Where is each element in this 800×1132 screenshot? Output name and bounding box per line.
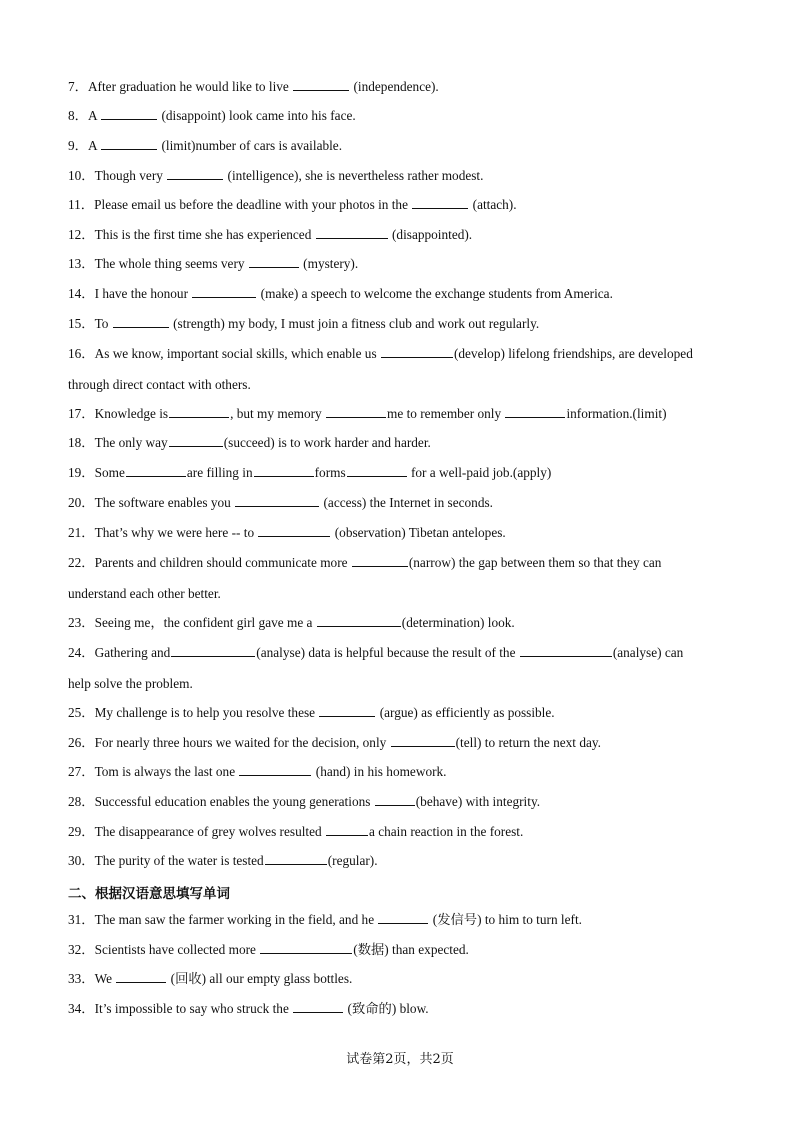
question-text: (develop) lifelong friendships, are developed (453, 346, 693, 361)
question-text: (access) the Internet in seconds. (320, 495, 493, 510)
question-number: 20． (68, 495, 95, 510)
question-20 (68, 494, 740, 512)
question-text: (limit)number of cars is available. (158, 138, 343, 153)
answer-blank[interactable] (375, 793, 415, 806)
question-9 (68, 137, 740, 155)
answer-blank[interactable] (316, 226, 388, 239)
question-number: 14． (68, 286, 95, 301)
question-16 (68, 345, 740, 363)
answer-blank[interactable] (254, 464, 314, 477)
question-text: (tell) to return the next day. (455, 735, 601, 750)
answer-blank[interactable] (317, 614, 401, 627)
question-text: (argue) as efficiently as possible. (376, 705, 555, 720)
question-text: Knowledge is (94, 406, 169, 421)
question-text: Seeing me，the confident girl gave me a (94, 615, 316, 630)
question-text: (narrow) the gap between them so that they can (408, 555, 662, 570)
question-23 (68, 614, 740, 632)
answer-blank[interactable] (352, 554, 408, 567)
question-number: 8． (68, 108, 88, 123)
question-text: We (94, 971, 116, 986)
answer-blank[interactable] (126, 464, 186, 477)
question-text: A (87, 108, 101, 123)
question-text: , but my memory (230, 406, 326, 421)
question-13 (68, 255, 740, 273)
question-text: (regular). (327, 853, 378, 868)
answer-blank[interactable] (260, 941, 352, 954)
question-number: 18． (68, 435, 95, 450)
answer-blank[interactable] (101, 137, 157, 150)
question-number: 27． (68, 764, 95, 779)
question-19 (68, 464, 740, 482)
question-text: (determination) look. (401, 615, 515, 630)
question-28 (68, 793, 740, 811)
question-text: That’s why we were here -- to (94, 525, 258, 540)
answer-blank[interactable] (347, 464, 407, 477)
question-text: (behave) with integrity. (415, 794, 541, 809)
question-text: The only way (94, 435, 168, 450)
question-text: (independence). (350, 79, 439, 94)
question-text: After graduation he would like to live (87, 79, 293, 94)
question-number: 21． (68, 525, 95, 540)
question-number: 13． (68, 256, 95, 271)
question-number: 22． (68, 555, 95, 570)
question-30 (68, 852, 740, 870)
question-text: (strength) my body, I must join a fitness club and work out regularly. (169, 316, 540, 331)
answer-blank[interactable] (192, 285, 256, 298)
question-34 (68, 1000, 740, 1018)
question-number: 34． (68, 1001, 95, 1016)
question-number: 16． (68, 346, 95, 361)
question-17 (68, 405, 740, 423)
question-continuation: understand each other better. (68, 586, 221, 601)
answer-blank[interactable] (326, 405, 386, 418)
question-number: 17． (68, 406, 95, 421)
question-number: 11． (68, 197, 95, 212)
question-text: Parents and children should communicate more (94, 555, 351, 570)
answer-blank[interactable] (101, 107, 157, 120)
answer-blank[interactable] (113, 315, 169, 328)
answer-blank[interactable] (169, 434, 223, 447)
question-text: For nearly three hours we waited for the decision, only (94, 735, 390, 750)
question-text: (disappoint) look came into his face. (158, 108, 356, 123)
question-text: The man saw the farmer working in the field, and he (94, 912, 378, 927)
question-text: The software enables you (94, 495, 235, 510)
answer-blank[interactable] (116, 970, 166, 983)
section-title: 二、根据汉语意思填写单词 (68, 886, 230, 902)
question-text: The disappearance of grey wolves resulted (94, 824, 325, 839)
question-text: (analyse) data is helpful because the result of the (256, 645, 519, 660)
question-21 (68, 524, 740, 542)
question-text: for a well-paid job.(apply) (407, 465, 552, 480)
answer-blank[interactable] (378, 911, 428, 924)
question-text: Scientists have collected more (94, 942, 260, 957)
question-number: 31． (68, 912, 95, 927)
question-number: 25． (68, 705, 95, 720)
question-29 (68, 823, 740, 841)
question-text: Gathering and (94, 645, 171, 660)
question-number: 9． (68, 138, 88, 153)
question-8 (68, 107, 740, 125)
question-number: 26． (68, 735, 95, 750)
question-text: (observation) Tibetan antelopes. (331, 525, 506, 540)
question-text: To (94, 316, 112, 331)
question-text: me to remember only (387, 406, 505, 421)
question-text: This is the first time she has experienced (94, 227, 315, 242)
question-text: It’s impossible to say who struck the (94, 1001, 293, 1016)
question-text: Some (94, 465, 125, 480)
question-text: The purity of the water is tested (94, 853, 264, 868)
answer-blank[interactable] (520, 644, 612, 657)
question-text: My challenge is to help you resolve these (94, 705, 319, 720)
question-text: I have the honour (94, 286, 192, 301)
question-number: 29． (68, 824, 95, 839)
question-number: 32． (68, 942, 95, 957)
question-26 (68, 734, 740, 752)
question-7 (68, 78, 740, 96)
question-text: Though very (94, 168, 167, 183)
question-number: 12． (68, 227, 95, 242)
question-text: information.(limit) (566, 406, 667, 421)
question-number: 33． (68, 971, 95, 986)
answer-blank[interactable] (505, 405, 565, 418)
question-text: (make) a speech to welcome the exchange students from America. (257, 286, 613, 301)
answer-blank[interactable] (326, 823, 368, 836)
question-number: 24． (68, 645, 95, 660)
question-number: 10． (68, 168, 95, 183)
question-text: are filling in (186, 465, 253, 480)
answer-blank[interactable] (258, 524, 330, 537)
question-33 (68, 970, 740, 988)
question-text: forms (314, 465, 346, 480)
question-text: Tom is always the last one (94, 764, 239, 779)
question-12 (68, 226, 740, 244)
question-number: 7． (68, 79, 88, 94)
question-22 (68, 554, 740, 572)
question-text: (attach). (469, 197, 517, 212)
question-25 (68, 704, 740, 722)
question-number: 28． (68, 794, 95, 809)
answer-blank[interactable] (169, 405, 229, 418)
answer-blank[interactable] (412, 196, 468, 209)
question-text: a chain reaction in the forest. (368, 824, 524, 839)
answer-blank[interactable] (293, 1000, 343, 1013)
question-continuation: help solve the problem. (68, 676, 193, 691)
answer-blank[interactable] (381, 345, 453, 358)
answer-blank[interactable] (171, 644, 255, 657)
question-27 (68, 763, 740, 781)
question-11 (68, 196, 740, 214)
answer-blank[interactable] (265, 852, 327, 865)
answer-blank[interactable] (249, 255, 299, 268)
question-text: Successful education enables the young generations (94, 794, 374, 809)
question-18 (68, 434, 740, 452)
answer-blank[interactable] (239, 763, 311, 776)
question-24 (68, 644, 740, 662)
question-32 (68, 941, 740, 959)
question-text: (致命的) blow. (344, 1001, 429, 1016)
question-text: (数据) than expected. (353, 942, 469, 957)
answer-blank[interactable] (391, 734, 455, 747)
question-text: (回收) all our empty glass bottles. (167, 971, 353, 986)
question-15 (68, 315, 740, 333)
question-number: 23． (68, 615, 95, 630)
question-number: 19． (68, 465, 95, 480)
question-text: (succeed) is to work harder and harder. (223, 435, 431, 450)
question-text: Please email us before the deadline with your photos in the (94, 197, 412, 212)
answer-blank[interactable] (319, 704, 375, 717)
answer-blank[interactable] (293, 78, 349, 91)
answer-blank[interactable] (235, 494, 319, 507)
question-text: A (87, 138, 101, 153)
question-number: 30． (68, 853, 95, 868)
question-text: (disappointed). (388, 227, 473, 242)
question-text: (intelligence), she is nevertheless rather modest. (224, 168, 484, 183)
question-31 (68, 911, 740, 929)
question-text: (hand) in his homework. (312, 764, 447, 779)
question-10 (68, 167, 740, 185)
question-number: 15． (68, 316, 95, 331)
answer-blank[interactable] (167, 167, 223, 180)
question-text: As we know, important social skills, which enable us (94, 346, 380, 361)
question-14 (68, 285, 740, 303)
question-continuation: through direct contact with others. (68, 377, 251, 392)
question-text: (发信号) to him to turn left. (429, 912, 582, 927)
question-text: (analyse) can (612, 645, 684, 660)
page-footer: 试卷第2页，共2页 (346, 1052, 454, 1067)
question-text: (mystery). (299, 256, 359, 271)
question-text: The whole thing seems very (94, 256, 248, 271)
